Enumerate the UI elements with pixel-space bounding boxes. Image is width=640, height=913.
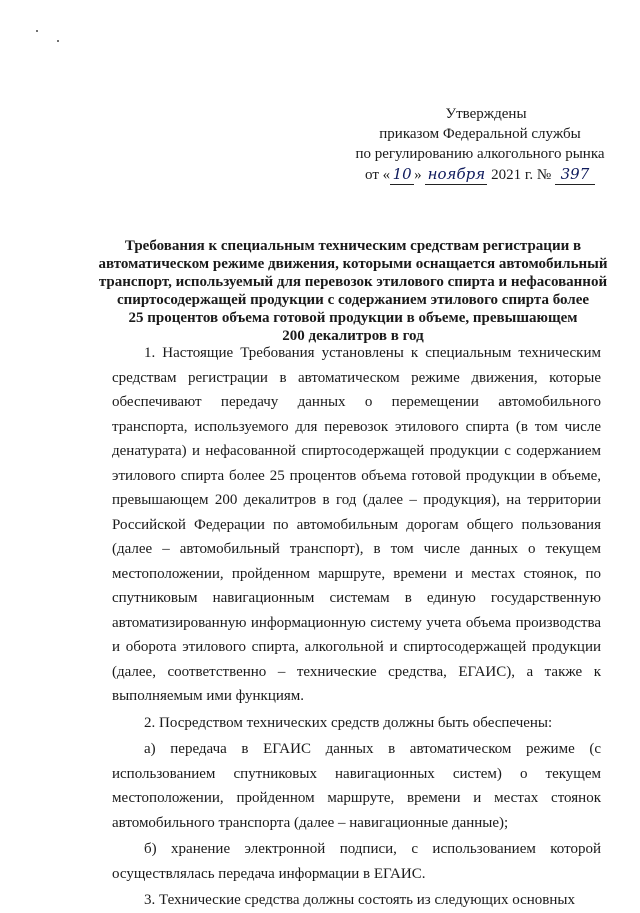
approval-line-approved: Утверждены <box>445 106 527 122</box>
title-line: спиртосодержащей продукции с содержанием этилового спирта более <box>116 292 590 308</box>
title-line: Требования к специальным техническим средствам регистрации в <box>124 238 582 254</box>
document-body <box>112 341 601 913</box>
order-number-handwritten: 397 <box>555 164 595 185</box>
paragraph-2a: а) передача в ЕГАИС данных в автоматическом режиме (с использованием спутниковых навигационных систем) о текущем местоположении, пройденном маршруте, времени и местах стоянок автомобильного транспорта (далее – навигационные данные); <box>112 741 601 831</box>
approval-date-line <box>330 164 630 185</box>
approval-line-order: приказом Федеральной службы <box>379 126 581 142</box>
date-mid: » <box>414 167 422 183</box>
title-line: 200 декалитров в год <box>282 328 424 344</box>
date-month-handwritten: ноября <box>425 164 487 185</box>
approval-line-agency: по регулированию алкогольного рынка <box>355 146 605 162</box>
title-line: автоматическом режиме движения, которыми оснащается автомобильный <box>98 256 608 272</box>
title-line: транспорт, используемый для перевозок этилового спирта и нефасованной <box>98 274 608 290</box>
date-day-handwritten: 10 <box>390 164 414 185</box>
date-prefix: от « <box>365 167 391 183</box>
document-title <box>98 237 608 345</box>
paragraph-2: 2. Посредством технических средств должны быть обеспечены: <box>144 714 553 731</box>
scan-speck <box>36 30 38 32</box>
date-year: 2021 г. № <box>491 167 552 183</box>
scan-speck <box>57 40 59 42</box>
paragraph-1: 1. Настоящие Требования установлены к специальным техническим средствам регистрации в автоматическом режиме движения, которые обеспечивают передачу данных о перемещении автомобильного транспорта, используемого для перевозок этилового спирта (в том числе денатурата) и нефасованной спиртосодержащей продукции с содержанием этилового спирта более 25 процентов объема готовой продукции в объеме, превышающем 200 декалитров в год (далее – продукция), на территории Российской Федерации по автомобильным дорогам общего пользования (далее – автомобильный транспорт), в том числе данных о текущем местоположении, пройденном маршруте, времени и местах стоянок, по спутниковым навигационным системам в единую государственную автоматизированную информационную систему учета объема производства и оборота этилового спирта, алкогольной и спиртосодержащей продукции (далее, соответственно – технические средства, ЕГАИС), а также к выполняемым ими функциям. <box>112 345 601 704</box>
title-line: 25 процентов объема готовой продукции в объеме, превышающем <box>128 310 578 326</box>
approval-block <box>330 104 630 185</box>
paragraph-2b: б) хранение электронной подписи, с использованием которой осуществлялась передача информации в ЕГАИС. <box>112 841 601 882</box>
paragraph-3: 3. Технические средства должны состоять из следующих основных <box>144 892 575 908</box>
